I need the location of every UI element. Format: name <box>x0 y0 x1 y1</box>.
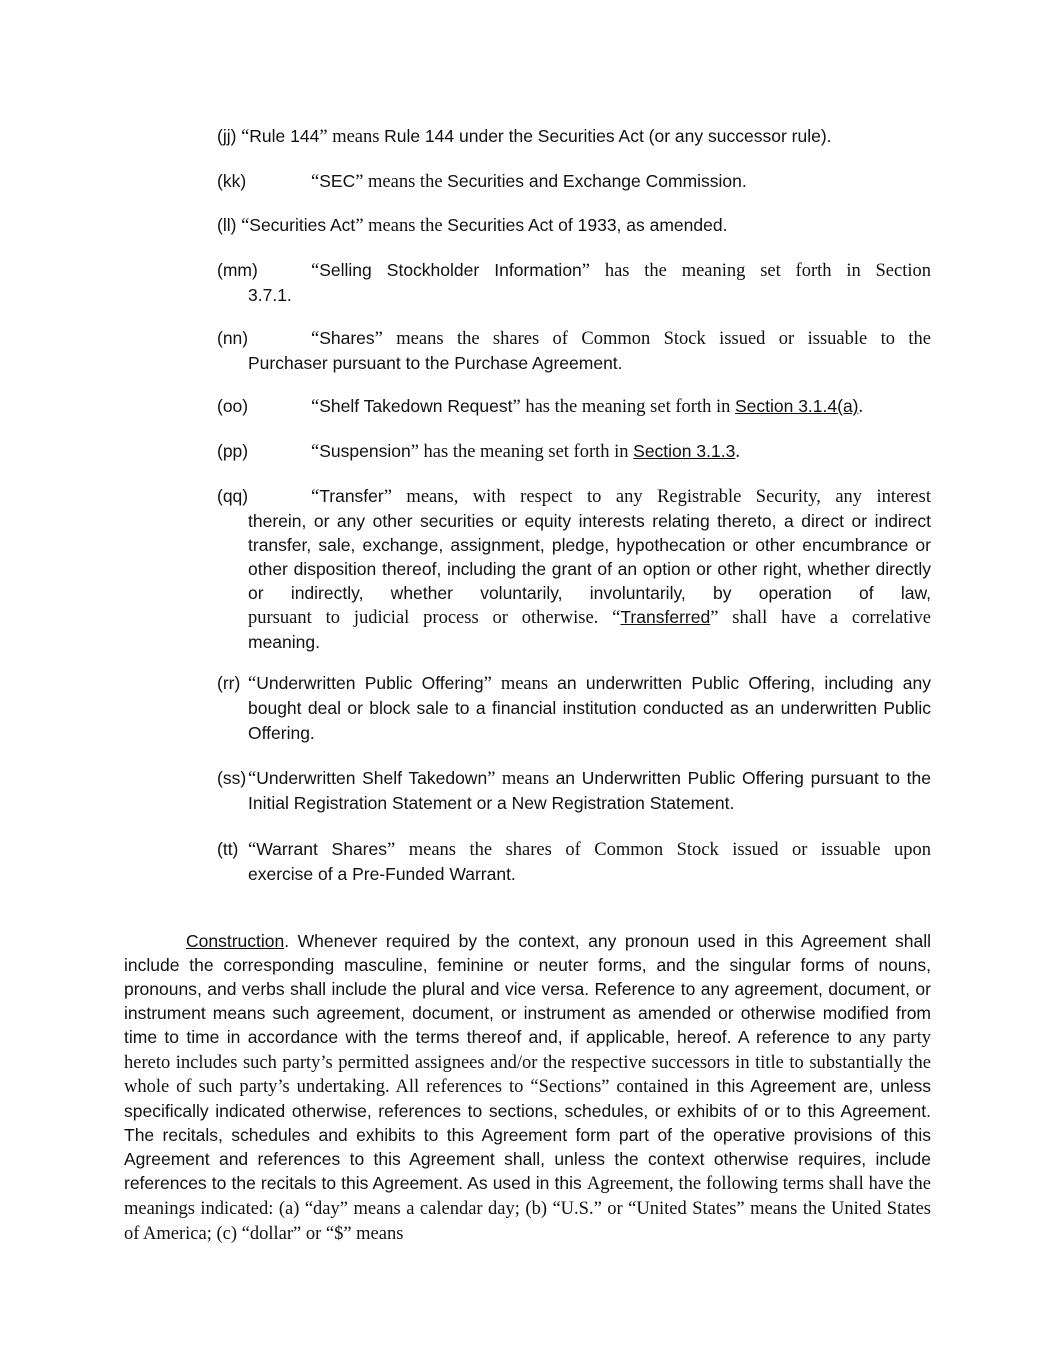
definition-text-continued: Purchaser pursuant to the Purchase Agreement. <box>248 353 623 373</box>
definition-securities-act: (ll) “Securities Act” means the Securities Act of 1933, as amended. <box>217 215 728 236</box>
definition-text: Securities Act of 1933, as amended. <box>447 215 728 235</box>
definition-label: (ll) <box>217 215 237 235</box>
construction-paragraph <box>124 930 931 1247</box>
definition-text: means, with respect to any Registrable Security, any interest <box>391 487 931 507</box>
defined-term: Shelf Takedown Request <box>319 396 513 416</box>
construction-text-part-2: any party hereto includes such party’s permitted assignees and/or the respective successors in title to substantially the whole of such party’s undertaking. All references to “Sections” contained in <box>124 1027 931 1098</box>
definition-connector: means <box>491 674 558 694</box>
construction-text-part-3: this Agreement are, unless specifically indicated otherwise, references to sections, schedules, or exhibits of or to this Agreement. The recitals, schedules and exhibits to this Agreement form part of the operative provisions of this Agreement and references to this Agreement shall, unless the context otherwise requires, include references to the recitals to this Agreement. As used in this <box>124 1076 931 1194</box>
definition-text-continued: exercise of a Pre-Funded Warrant. <box>248 864 516 884</box>
definition-connector: means the <box>363 216 448 236</box>
definition-label: (kk) <box>217 171 247 191</box>
definition-label: (pp) <box>217 441 249 461</box>
section-reference-link[interactable]: Section 3.1.3 <box>633 441 736 461</box>
definition-text: has the meaning set forth in Section <box>590 261 931 281</box>
definition-label: (oo) <box>217 396 249 416</box>
definition-text: Rule 144 under the Securities Act (or any successor rule). <box>384 126 832 146</box>
construction-text-part-4: Agreement, the following terms shall have the meanings indicated: (a) “day” means a calendar day; (b) “U.S.” or “United States” means the United States of America; (c) “dollar” or “$” means <box>124 1174 931 1244</box>
definition-label: (rr) <box>217 673 241 693</box>
definition-text: means the shares of Common Stock issued or issuable to the <box>382 329 931 349</box>
definition-warrant-shares: (tt) “Warrant Shares” means the shares of Common Stock issued or issuable upon exercise of a Pre-Funded Warrant. <box>217 837 931 887</box>
definition-connector: has the meaning set forth in <box>418 442 634 462</box>
definition-shares: (nn) “Shares” means the shares of Common Stock issued or issuable to the Purchaser pursuant to the Purchase Agreement. <box>217 328 931 373</box>
definition-rule-144: (jj) “Rule 144” means Rule 144 under the Securities Act (or any successor rule). <box>217 126 832 147</box>
defined-term: Underwritten Shelf Takedown <box>256 768 488 788</box>
defined-term: Shares <box>319 328 375 348</box>
definition-text: an Underwritten Public Offering pursuant to the Initial Registration Statement or a New Registration Statement. <box>248 768 932 813</box>
defined-term: Securities Act <box>249 215 356 235</box>
definition-shelf-takedown-request: (oo) “Shelf Takedown Request” has the meaning set forth in Section 3.1.4(a). <box>217 396 864 417</box>
definition-connector: means the <box>363 172 448 192</box>
definition-text-continued: 3.7.1. <box>248 285 292 305</box>
defined-term-reference: Transferred <box>620 607 711 627</box>
definition-label: (ss) <box>217 768 247 788</box>
section-heading: Construction <box>186 931 285 951</box>
definition-label: (jj) <box>217 126 237 146</box>
definition-text-end: meaning. <box>248 632 320 652</box>
definition-text: means the shares of Common Stock issued or issuable upon <box>395 840 931 860</box>
definition-end: . <box>735 442 740 462</box>
definition-text-continued-line: pursuant to judicial process or otherwise. “Transferred” shall have a correlative <box>248 607 932 628</box>
definition-text-continued: therein, or any other securities or equity interests relating thereto, a direct or indirect transfer, sale, exchange, assignment, pledge, hypothecation or other encumbrance or other disposition thereof, including the grant of an option or other right, whether directly or indirectly, whether voluntarily, involuntarily, by operation of law, <box>248 511 931 603</box>
definition-text: an underwritten Public Offering, including any bought deal or block sale to a financial institution conducted as an underwritten Public Offering. <box>248 673 931 743</box>
section-reference-link[interactable]: Section 3.1.4(a) <box>734 396 859 416</box>
definition-label: (tt) <box>217 839 239 859</box>
defined-term: Rule 144 <box>249 126 320 146</box>
definition-transfer: (qq) “Transfer” means, with respect to any Registrable Security, any interest therein, or any other securities or equity interests relating thereto, a direct or indirect transfer, sale, exchange, assignment, pledge, hypothecation or other encumbrance or other disposition thereof, including the grant of an option or other right, whether directly or indirectly, whether voluntarily, involuntarily, by operation of law, pursuant to judicial process or otherwise. “Transferred” shall have a correlative meaning. <box>217 486 932 652</box>
defined-term: Warrant Shares <box>256 839 387 859</box>
definition-label: (qq) <box>217 486 249 506</box>
definition-text: Securities and Exchange Commission. <box>447 171 747 191</box>
definition-connector: has the meaning set forth in <box>520 397 735 417</box>
definition-underwritten-shelf-takedown: (ss) “Underwritten Shelf Takedown” means an Underwritten Public Offering pursuant to the Initial Registration Statement or a New Registration Statement. <box>217 766 931 816</box>
defined-term: Underwritten Public Offering <box>256 673 484 693</box>
defined-term: Selling Stockholder Information <box>319 260 582 280</box>
definition-selling-stockholder-information: (mm) “Selling Stockholder Information” has the meaning set forth in Section 3.7.1. <box>217 260 931 305</box>
definition-sec: (kk) “SEC” means the Securities and Exchange Commission. <box>217 171 747 192</box>
defined-term: SEC <box>319 171 356 191</box>
definition-connector: means <box>495 769 556 789</box>
definition-underwritten-public-offering: (rr) “Underwritten Public Offering” means an underwritten Public Offering, including any bought deal or block sale to a financial institution conducted as an underwritten Public Offering. <box>217 671 931 746</box>
definition-suspension: (pp) “Suspension” has the meaning set forth in Section 3.1.3. <box>217 441 740 462</box>
definition-end: . <box>858 397 864 417</box>
defined-term: Transfer <box>319 486 384 506</box>
definition-label: (nn) <box>217 328 249 348</box>
defined-term: Suspension <box>319 441 411 461</box>
definition-connector: means <box>327 127 385 147</box>
definition-label: (mm) <box>217 260 258 280</box>
construction-text-part-1: . Whenever required by the context, any pronoun used in this Agreement shall include the corresponding masculine, feminine or neuter forms, and the singular forms of nouns, pronouns, and verbs shall include the plural and vice versa. Reference to any agreement, document, or instrument means such agreement, document, or instrument as amended or otherwise modified from time to time in accordance with the terms thereof and, if applicable, hereof. A reference to <box>124 931 931 1047</box>
